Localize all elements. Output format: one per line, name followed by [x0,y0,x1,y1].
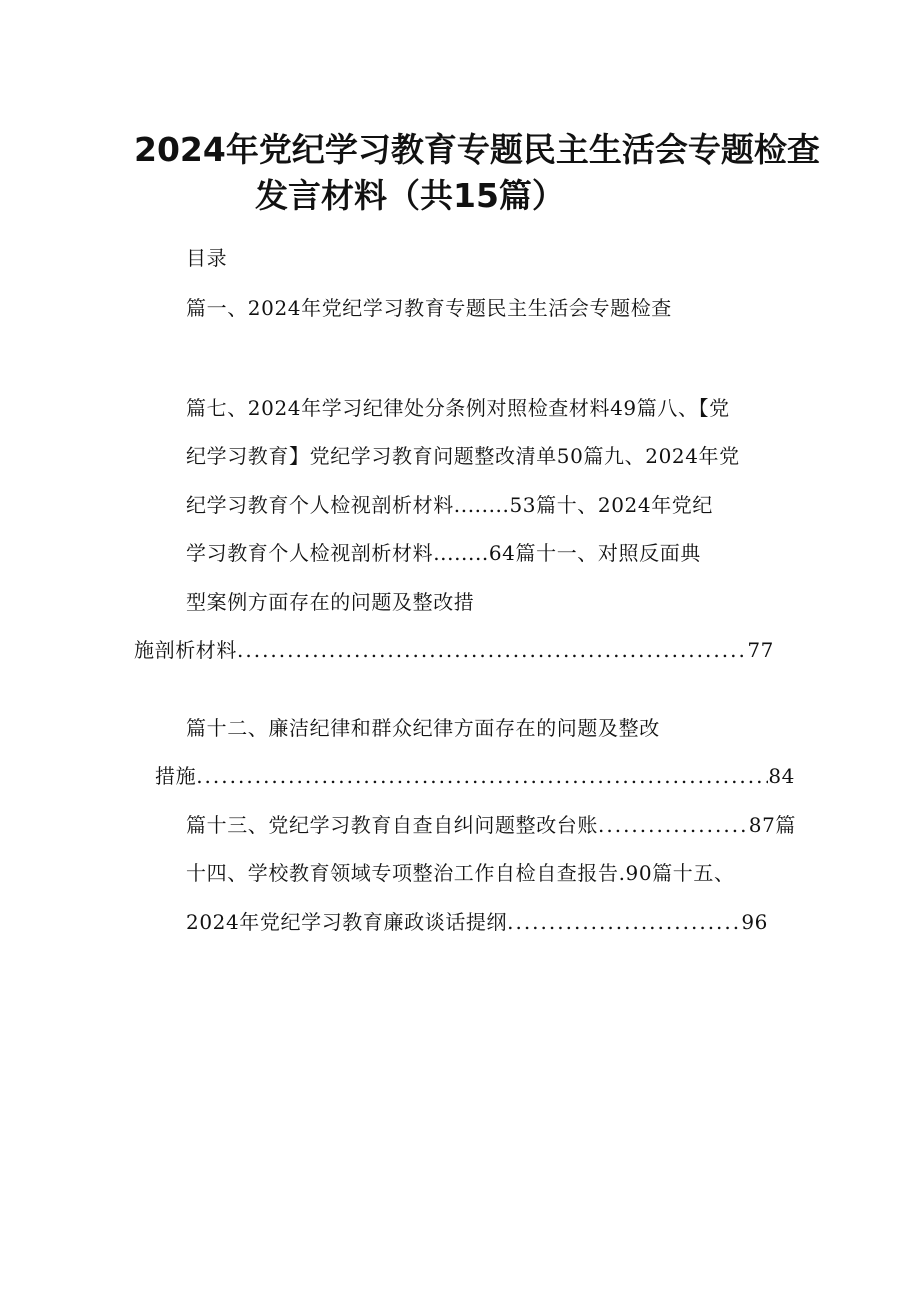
toc-paragraph-line-2[interactable]: 纪学习教育】党纪学习教育问题整改清单50篇九、2024年党 [186,444,740,468]
toc-entry-11-row[interactable] [134,638,774,662]
toc-entry-11-page: 77 [747,638,774,662]
toc-paragraph-line-5[interactable]: 型案例方面存在的问题及整改措 [186,590,475,614]
toc-paragraph-line-1[interactable]: 篇七、2024年学习纪律处分条例对照检查材料49篇八、【党 [186,396,730,420]
toc-entry-13-text: 篇十三、党纪学习教育自查自纠问题整改台账 [186,813,598,837]
toc-paragraph-line-3[interactable]: 纪学习教育个人检视剖析材料........53篇十、2024年党纪 [186,493,714,517]
toc-entry-14-line[interactable]: 十四、学校教育领域专项整治工作自检自查报告.90篇十五、 [186,861,735,885]
toc-entry-13-row[interactable] [186,813,796,837]
document-title-line-1: 2024年党纪学习教育专题民主生活会专题检查 [134,130,820,169]
toc-entry-1[interactable]: 篇一、2024年党纪学习教育专题民主生活会专题检查 [186,296,672,320]
toc-leader-dots [196,764,768,788]
toc-leader-dots [237,638,747,662]
toc-entry-15-row[interactable] [186,910,768,934]
document-title-line-2: 发言材料（共15篇） [255,176,565,215]
toc-paragraph-line-4[interactable]: 学习教育个人检视剖析材料........64篇十一、对照反面典 [186,541,701,565]
toc-entry-12-row[interactable] [155,764,795,788]
toc-entry-12-text: 措施 [155,764,197,788]
toc-leader-dots [507,910,741,934]
toc-entry-13-page: 87篇 [748,813,796,837]
toc-entry-15-text: 2024年党纪学习教育廉政谈话提纲 [186,910,508,934]
toc-leader-dots [598,813,749,837]
toc-entry-15-page: 96 [741,910,768,934]
toc-entry-12-page: 84 [768,764,795,788]
toc-heading: 目录 [186,246,228,270]
toc-entry-12-line-1[interactable]: 篇十二、廉洁纪律和群众纪律方面存在的问题及整改 [186,716,660,740]
toc-entry-11-text: 施剖析材料 [134,638,237,662]
